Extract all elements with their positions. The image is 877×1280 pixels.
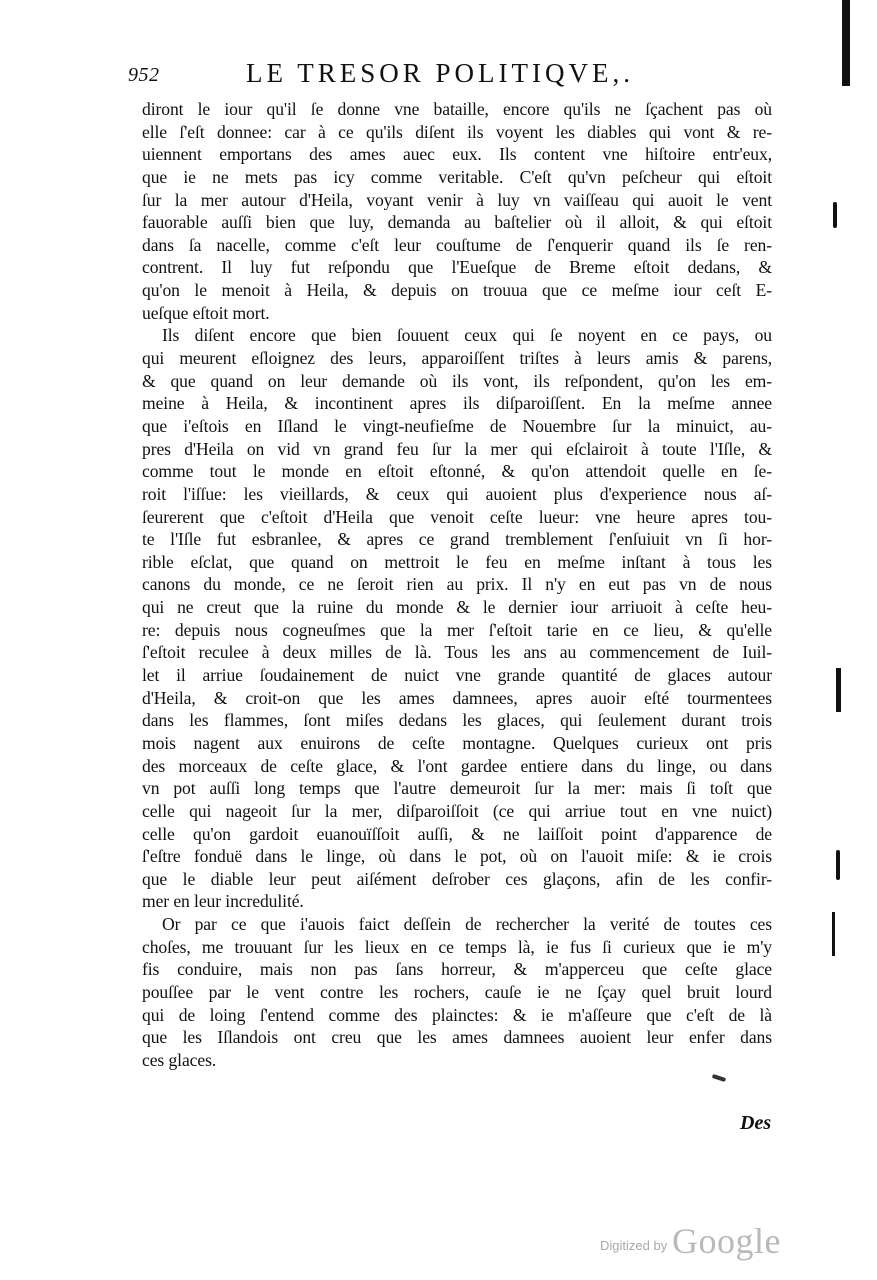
scan-edge-mark [836, 850, 840, 880]
scan-edge-mark [836, 668, 841, 712]
text-line: ſ'eſtre fonduë dans le linge, où dans le pot, où on l'auoit miſe: & ie crois [142, 846, 772, 867]
watermark-logo: Google [672, 1221, 781, 1261]
text-line: re: depuis nous cogneuſmes que la mer ſ'eſtoit tarie en ce lieu, & qu'elle [142, 619, 772, 640]
paragraph-end-line: ces glaces. [142, 1049, 217, 1070]
paragraph-end-line: mer en leur incredulité. [142, 891, 304, 912]
text-line: mois nagent aux enuirons de ceſte montagne. Quelques curieux ont pris [142, 732, 772, 753]
page-header [128, 58, 788, 92]
text-line: elle ſ'eſt donnee: car à ce qu'ils diſent ils voyent les diables qui vont & re- [142, 121, 772, 142]
text-line: qui ne creut que la ruine du monde & le dernier iour arriuoit à ceſte heu- [142, 597, 772, 618]
text-line: rible eſclat, que quand on mettroit le feu en meſme inſtant à tous les [142, 551, 772, 572]
text-line: d'Heila, & croit-on que les ames damnees, apres auoir eſté tourmentees [142, 687, 772, 708]
text-line: let il arriue ſoudainement de nuict vne grande quantité de glaces autour [142, 665, 772, 686]
ink-blot [712, 1074, 727, 1082]
text-line: pouſſee par le vent contre les rochers, cauſe ie ne ſçay quel bruit lourd [142, 981, 772, 1002]
text-line: pres d'Heila on vid vn grand feu ſur la mer qui eſclairoit à toute l'Iſle, & [142, 438, 772, 459]
text-line: ſ'eſtoit reculee à deux milles de là. Tous les ans au commencement de Iuil- [142, 642, 772, 663]
catchword: Des [740, 1112, 772, 1134]
text-line: meine à Heila, & incontinent apres ils diſparoiſſent. En la meſme annee [142, 393, 772, 414]
paragraph-end-line: ueſque eſtoit mort. [142, 302, 270, 323]
watermark-prefix: Digitized by [600, 1238, 668, 1253]
text-line: celle qu'on gardoit euanouïſſoit auſſi, & ne laiſſoit point d'apparence de [142, 823, 772, 844]
text-line: que ie ne mets pas icy comme veritable. C'eſt qu'vn peſcheur qui eſtoit [142, 166, 772, 187]
text-line: dans ſa nacelle, comme c'eſt leur couſtume de ſ'enquerir quand ils ſe ren- [142, 234, 772, 255]
text-line: fauorable auſſi bien que luy, demanda au baſtelier où il alloit, & qui eſtoit [142, 212, 772, 233]
text-line: fis conduire, mais non pas ſans horreur, & m'apperceu que ceſte glace [142, 959, 772, 980]
scan-edge-mark [842, 0, 850, 86]
scan-edge-mark [832, 912, 835, 956]
text-line: uiennent emportans des ames auec eux. Ils content vne hiſtoire entr'eux, [142, 144, 772, 165]
text-line: canons du monde, ce ne ſeroit rien au prix. Il n'y en eut pas vn de nous [142, 574, 772, 595]
text-line: ſur la mer autour d'Heila, voyant venir à luy vn vaiſſeau qui auoit le vent [142, 189, 772, 210]
text-line: & que quand on leur demande où ils vont, ils reſpondent, qu'on les em- [142, 370, 772, 391]
text-line: diront le iour qu'il ſe donne vne bataille, encore qu'ils ne ſçachent pas où [142, 99, 772, 119]
text-line: que i'eſtois en Iſland le vingt-neufieſme de Nouembre ſur la minuict, au- [142, 415, 772, 436]
page-number: 952 [128, 64, 160, 86]
text-line: que le diable leur peut aiſément deſrober ces glaçons, afin de les confir- [142, 868, 772, 889]
text-line: roit l'iſſue: les vieillards, & ceux qui auoient plus d'experience nous aſ- [142, 483, 772, 504]
running-title: LE TRESOR POLITIQVE,. [246, 58, 634, 88]
text-line: qui de loing ſ'entend comme des plainctes: & ie m'aſſeure que c'eſt de là [142, 1004, 772, 1025]
text-line: dans les flammes, ſont miſes dedans les glaces, qui ſeulement durant trois [142, 710, 772, 731]
text-line: des morceaux de ceſte glace, & l'ont gardee entiere dans du linge, ou dans [142, 755, 772, 776]
text-line: que les Iſlandois ont creu que les ames damnees auoient leur enfer dans [142, 1027, 772, 1048]
text-line: vn pot auſſi long temps que l'autre demeuroit ſur la mer: mais ſi toſt que [142, 778, 772, 799]
body-text [142, 98, 772, 1072]
text-line: comme tout le monde en eſtoit eſtonné, & qu'on attendoit quelle en ſe- [142, 461, 772, 482]
text-line: qui meurent eſloignez des leurs, apparoiſſent triſtes à leurs amis & parens, [142, 348, 772, 369]
scan-edge-mark [833, 202, 837, 228]
text-line: celle qui nageoit ſur la mer, diſparoiſſoit (ce qui arriue tout en vne nuict) [142, 800, 772, 821]
paragraph-start-line: Ils diſent encore que bien ſouuent ceux qui ſe noyent en ce pays, ou [162, 325, 772, 346]
text-line: qu'on le menoit à Heila, & depuis on trouua que ce meſme iour ceſt E- [142, 280, 772, 301]
text-line: choſes, me trouuant ſur les lieux en ce temps là, ie fus ſi curieux que ie m'y [142, 936, 772, 957]
text-line: ſeurerent que c'eſtoit d'Heila que venoit ceſte lueur: vne heure apres tou- [142, 506, 772, 527]
text-line: te l'Iſle fut esbranlee, & apres ce grand tremblement ſ'enſuiuit vn ſi hor- [142, 529, 772, 550]
digitization-watermark [600, 1220, 800, 1260]
paragraph-start-line: Or par ce que i'auois faict deſſein de rechercher la verité de toutes ces [162, 914, 772, 935]
text-line: contrent. Il luy fut reſpondu que l'Eueſque de Breme eſtoit dedans, & [142, 257, 772, 278]
